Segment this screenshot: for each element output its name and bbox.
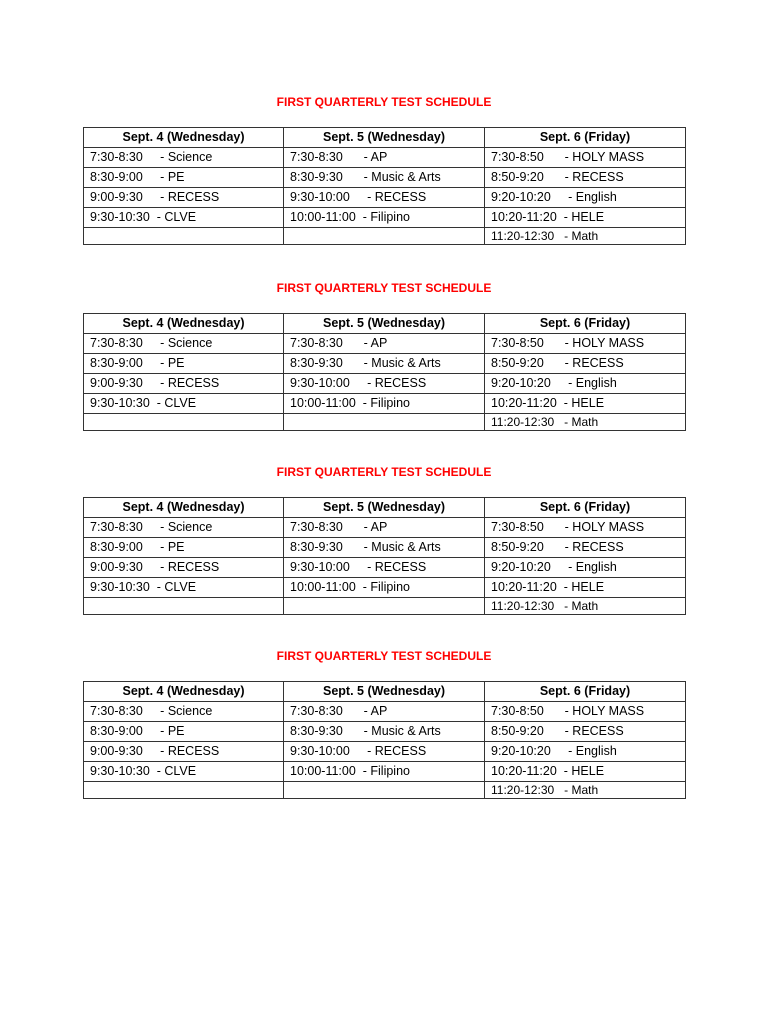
- table-cell: 9:30-10:30 - CLVE: [84, 578, 284, 598]
- table-row: [84, 228, 686, 245]
- table-row: [84, 394, 686, 414]
- table-row: [84, 518, 686, 538]
- column-header: Sept. 4 (Wednesday): [84, 682, 284, 702]
- table-row: [84, 188, 686, 208]
- table-cell: 11:20-12:30 - Math: [485, 782, 686, 799]
- table-cell: 9:30-10:30 - CLVE: [84, 208, 284, 228]
- table-row: [84, 742, 686, 762]
- table-row: [84, 168, 686, 188]
- schedule-block: [83, 93, 685, 243]
- table-cell: 8:50-9:20 - RECESS: [485, 722, 686, 742]
- column-header: Sept. 5 (Wednesday): [284, 128, 485, 148]
- table-cell: 7:30-8:30 - AP: [284, 334, 485, 354]
- table-header-row: [84, 128, 686, 148]
- schedule-title: FIRST QUARTERLY TEST SCHEDULE: [276, 465, 492, 479]
- table-row: [84, 722, 686, 742]
- table-cell: 7:30-8:30 - AP: [284, 148, 485, 168]
- column-header: Sept. 6 (Friday): [485, 314, 686, 334]
- table-row: [84, 578, 686, 598]
- column-header: Sept. 6 (Friday): [485, 128, 686, 148]
- table-cell: 9:30-10:00 - RECESS: [284, 188, 485, 208]
- table-cell: [284, 598, 485, 615]
- table-cell: 7:30-8:50 - HOLY MASS: [485, 334, 686, 354]
- table-cell: 9:30-10:00 - RECESS: [284, 742, 485, 762]
- table-cell: 7:30-8:30 - AP: [284, 518, 485, 538]
- table-row: [84, 598, 686, 615]
- schedule-table: [83, 313, 686, 431]
- table-row: [84, 334, 686, 354]
- table-cell: [84, 414, 284, 431]
- table-cell: 8:30-9:00 - PE: [84, 168, 284, 188]
- table-cell: [284, 414, 485, 431]
- table-cell: 9:00-9:30 - RECESS: [84, 374, 284, 394]
- schedule-title: FIRST QUARTERLY TEST SCHEDULE: [276, 281, 492, 295]
- table-cell: 9:20-10:20 - English: [485, 374, 686, 394]
- table-row: [84, 208, 686, 228]
- table-cell: 8:50-9:20 - RECESS: [485, 168, 686, 188]
- table-cell: 8:50-9:20 - RECESS: [485, 538, 686, 558]
- table-cell: 10:20-11:20 - HELE: [485, 762, 686, 782]
- table-row: [84, 558, 686, 578]
- table-cell: 9:30-10:30 - CLVE: [84, 394, 284, 414]
- column-header: Sept. 4 (Wednesday): [84, 128, 284, 148]
- table-cell: 8:30-9:30 - Music & Arts: [284, 168, 485, 188]
- table-cell: 7:30-8:30 - AP: [284, 702, 485, 722]
- table-cell: [284, 782, 485, 799]
- table-cell: [284, 228, 485, 245]
- table-cell: 8:30-9:00 - PE: [84, 722, 284, 742]
- table-cell: 11:20-12:30 - Math: [485, 228, 686, 245]
- column-header: Sept. 6 (Friday): [485, 682, 686, 702]
- table-cell: 10:20-11:20 - HELE: [485, 208, 686, 228]
- schedule-block: [83, 279, 685, 429]
- column-header: Sept. 6 (Friday): [485, 498, 686, 518]
- column-header: Sept. 4 (Wednesday): [84, 314, 284, 334]
- table-cell: 7:30-8:50 - HOLY MASS: [485, 702, 686, 722]
- schedule-table: [83, 681, 686, 799]
- table-cell: 9:00-9:30 - RECESS: [84, 742, 284, 762]
- table-row: [84, 148, 686, 168]
- schedule-table: [83, 497, 686, 615]
- schedule-block: [83, 647, 685, 797]
- table-cell: 7:30-8:30 - Science: [84, 702, 284, 722]
- table-cell: 8:30-9:30 - Music & Arts: [284, 538, 485, 558]
- table-cell: 10:00-11:00 - Filipino: [284, 394, 485, 414]
- table-cell: 10:00-11:00 - Filipino: [284, 578, 485, 598]
- table-cell: 7:30-8:30 - Science: [84, 518, 284, 538]
- table-cell: 9:30-10:30 - CLVE: [84, 762, 284, 782]
- table-cell: 11:20-12:30 - Math: [485, 598, 686, 615]
- column-header: Sept. 5 (Wednesday): [284, 314, 485, 334]
- table-cell: 10:00-11:00 - Filipino: [284, 208, 485, 228]
- table-cell: 10:00-11:00 - Filipino: [284, 762, 485, 782]
- table-cell: 9:20-10:20 - English: [485, 188, 686, 208]
- table-cell: [84, 598, 284, 615]
- schedule-title: FIRST QUARTERLY TEST SCHEDULE: [276, 649, 492, 663]
- schedule-title: FIRST QUARTERLY TEST SCHEDULE: [276, 95, 492, 109]
- table-cell: 9:30-10:00 - RECESS: [284, 374, 485, 394]
- table-cell: [84, 228, 284, 245]
- table-cell: 9:00-9:30 - RECESS: [84, 558, 284, 578]
- table-row: [84, 354, 686, 374]
- table-cell: 9:20-10:20 - English: [485, 742, 686, 762]
- table-row: [84, 782, 686, 799]
- table-cell: 11:20-12:30 - Math: [485, 414, 686, 431]
- table-row: [84, 374, 686, 394]
- column-header: Sept. 5 (Wednesday): [284, 682, 485, 702]
- table-cell: 8:50-9:20 - RECESS: [485, 354, 686, 374]
- table-cell: 9:30-10:00 - RECESS: [284, 558, 485, 578]
- table-cell: 7:30-8:50 - HOLY MASS: [485, 148, 686, 168]
- table-cell: 9:20-10:20 - English: [485, 558, 686, 578]
- table-header-row: [84, 314, 686, 334]
- schedule-block: [83, 463, 685, 613]
- table-cell: 9:00-9:30 - RECESS: [84, 188, 284, 208]
- table-row: [84, 702, 686, 722]
- table-cell: 7:30-8:30 - Science: [84, 334, 284, 354]
- table-row: [84, 538, 686, 558]
- column-header: Sept. 5 (Wednesday): [284, 498, 485, 518]
- table-cell: [84, 782, 284, 799]
- table-cell: 10:20-11:20 - HELE: [485, 394, 686, 414]
- table-cell: 8:30-9:00 - PE: [84, 538, 284, 558]
- table-row: [84, 414, 686, 431]
- column-header: Sept. 4 (Wednesday): [84, 498, 284, 518]
- table-cell: 7:30-8:50 - HOLY MASS: [485, 518, 686, 538]
- table-row: [84, 762, 686, 782]
- table-cell: 8:30-9:00 - PE: [84, 354, 284, 374]
- table-header-row: [84, 682, 686, 702]
- table-cell: 8:30-9:30 - Music & Arts: [284, 722, 485, 742]
- table-cell: 7:30-8:30 - Science: [84, 148, 284, 168]
- table-cell: 8:30-9:30 - Music & Arts: [284, 354, 485, 374]
- table-cell: 10:20-11:20 - HELE: [485, 578, 686, 598]
- schedule-table: [83, 127, 686, 245]
- table-header-row: [84, 498, 686, 518]
